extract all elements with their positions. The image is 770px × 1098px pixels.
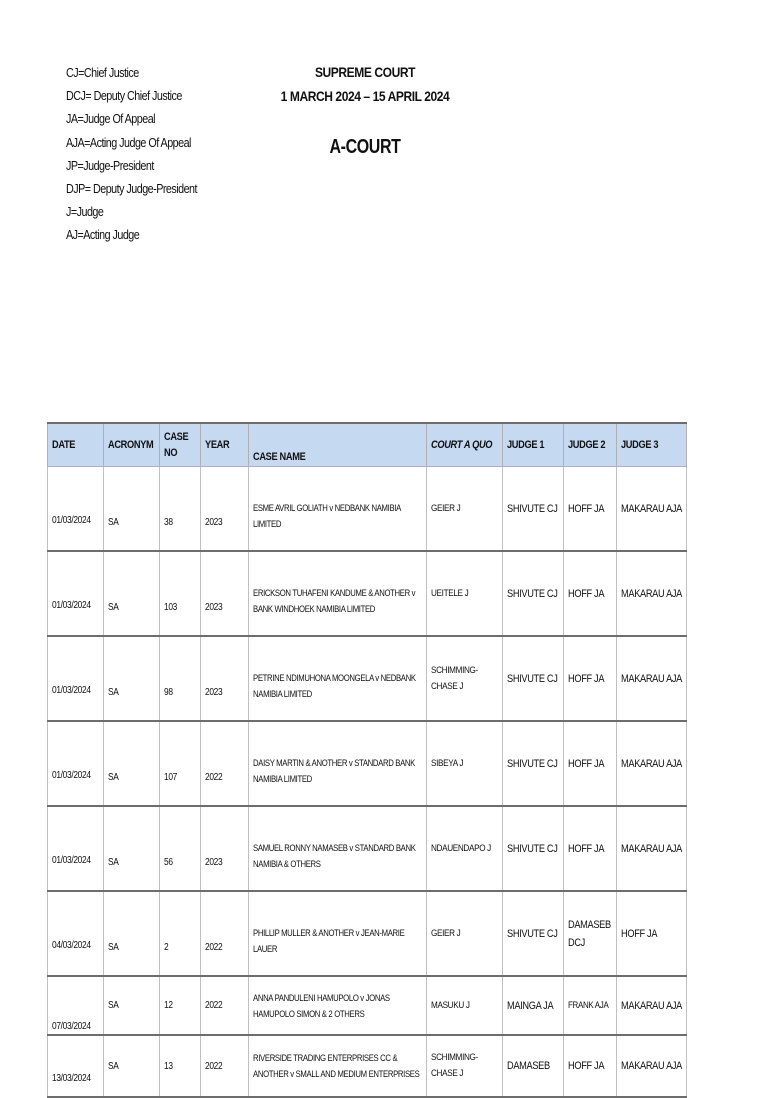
cell-year: 2023	[201, 636, 249, 721]
cell-judge2: HOFF JA	[564, 636, 617, 721]
cell-case-name: RIVERSIDE TRADING ENTERPRISES CC & ANOTHER v SMALL AND MEDIUM ENTERPRISES	[249, 1035, 427, 1097]
cell-case-name: PHILLIP MULLER & ANOTHER v JEAN-MARIE LAUER	[249, 891, 427, 976]
cell-judge1: SHIVUTE CJ	[503, 721, 564, 806]
cell-judge1: SHIVUTE CJ	[503, 636, 564, 721]
cell-judge2: HOFF JA	[564, 721, 617, 806]
cell-judge3: MAKARAU AJA	[617, 806, 687, 891]
cell-date: 01/03/2024	[48, 806, 104, 891]
cell-date: 01/03/2024	[48, 551, 104, 636]
cell-judge1: SHIVUTE CJ	[503, 806, 564, 891]
cell-court-a-quo: SCHIMMING-CHASE J	[427, 1035, 503, 1097]
court-title: SUPREME COURT	[314, 64, 416, 80]
schedule-table	[47, 422, 687, 1098]
legend-item: DCJ= Deputy Chief Justice	[66, 89, 182, 104]
cell-judge2: HOFF JA	[564, 1035, 617, 1097]
cell-case-no: 103	[160, 551, 201, 636]
cell-year: 2022	[201, 976, 249, 1035]
table-row	[48, 806, 687, 891]
cell-court-a-quo: GEIER J	[427, 891, 503, 976]
cell-acronym: SA	[104, 1035, 160, 1097]
col-header-acronym: ACRONYM	[104, 423, 160, 467]
cell-acronym: SA	[104, 891, 160, 976]
cell-acronym: SA	[104, 721, 160, 806]
cell-court-a-quo: NDAUENDAPO J	[427, 806, 503, 891]
table-row	[48, 891, 687, 976]
legend-item: J=Judge	[66, 205, 104, 220]
cell-case-no: 56	[160, 806, 201, 891]
col-header-judge1: JUDGE 1	[503, 423, 564, 467]
cell-court-a-quo: UEITELE J	[427, 551, 503, 636]
cell-year: 2023	[201, 551, 249, 636]
cell-judge3: MAKARAU AJA	[617, 1035, 687, 1097]
cell-year: 2022	[201, 721, 249, 806]
cell-case-no: 98	[160, 636, 201, 721]
table-header-row	[48, 423, 687, 467]
cell-case-no: 2	[160, 891, 201, 976]
cell-judge1: SHIVUTE CJ	[503, 891, 564, 976]
cell-judge2: DAMASEB DCJ	[564, 891, 617, 976]
table-row	[48, 976, 687, 1035]
cell-judge2: HOFF JA	[564, 467, 617, 552]
cell-date: 01/03/2024	[48, 636, 104, 721]
table-row	[48, 467, 687, 552]
table-row	[48, 636, 687, 721]
cell-acronym: SA	[104, 467, 160, 552]
cell-date: 01/03/2024	[48, 467, 104, 552]
cell-case-name: PETRINE NDIMUHONA MOONGELA v NEDBANK NAMIBIA LIMITED	[249, 636, 427, 721]
cell-year: 2023	[201, 467, 249, 552]
table-row	[48, 721, 687, 806]
cell-court-a-quo: GEIER J	[427, 467, 503, 552]
cell-judge3: MAKARAU AJA	[617, 636, 687, 721]
cell-judge1: MAINGA JA	[503, 976, 564, 1035]
cell-court-a-quo: SIBEYA J	[427, 721, 503, 806]
cell-acronym: SA	[104, 806, 160, 891]
legend-item: JP=Judge-President	[66, 158, 154, 173]
legend-item: AJA=Acting Judge Of Appeal	[66, 135, 191, 150]
cell-case-no: 38	[160, 467, 201, 552]
col-header-judge2: JUDGE 2	[564, 423, 617, 467]
cell-judge1: SHIVUTE CJ	[503, 551, 564, 636]
cell-year: 2023	[201, 806, 249, 891]
cell-acronym: SA	[104, 976, 160, 1035]
cell-year: 2022	[201, 1035, 249, 1097]
cell-case-name: DAISY MARTIN & ANOTHER v STANDARD BANK NAMIBIA LIMITED	[249, 721, 427, 806]
cell-case-name: ERICKSON TUHAFENI KANDUME & ANOTHER v BANK WINDHOEK NAMIBIA LIMITED	[249, 551, 427, 636]
table-row	[48, 1035, 687, 1097]
col-header-year: YEAR	[201, 423, 249, 467]
cell-judge2: FRANK AJA	[564, 976, 617, 1035]
table-row	[48, 551, 687, 636]
legend-item: AJ=Acting Judge	[66, 228, 140, 243]
cell-judge3: MAKARAU AJA	[617, 467, 687, 552]
legend-item: DJP= Deputy Judge-President	[66, 182, 197, 197]
cell-judge2: HOFF JA	[564, 551, 617, 636]
cell-case-no: 13	[160, 1035, 201, 1097]
cell-year: 2022	[201, 891, 249, 976]
cell-judge3: MAKARAU AJA	[617, 721, 687, 806]
col-header-case-name: CASE NAME	[249, 423, 427, 467]
abbreviation-legend	[66, 62, 197, 248]
col-header-date: DATE	[48, 423, 104, 467]
cell-date: 13/03/2024	[48, 1035, 104, 1097]
cell-court-a-quo: SCHIMMING-CHASE J	[427, 636, 503, 721]
cell-date: 04/03/2024	[48, 891, 104, 976]
cell-date: 01/03/2024	[48, 721, 104, 806]
cell-acronym: SA	[104, 551, 160, 636]
division-title: A-COURT	[329, 136, 401, 158]
cell-judge1: DAMASEB	[503, 1035, 564, 1097]
cell-case-no: 107	[160, 721, 201, 806]
cell-court-a-quo: MASUKU J	[427, 976, 503, 1035]
cell-case-no: 12	[160, 976, 201, 1035]
col-header-case-no: CASE NO	[160, 423, 201, 467]
cell-date: 07/03/2024	[48, 976, 104, 1035]
cell-judge2: HOFF JA	[564, 806, 617, 891]
cell-case-name: SAMUEL RONNY NAMASEB v STANDARD BANK NAMIBIA & OTHERS	[249, 806, 427, 891]
cell-case-name: ANNA PANDULENI HAMUPOLO v JONAS HAMUPOLO SIMON & 2 OTHERS	[249, 976, 427, 1035]
cell-judge3: MAKARAU AJA	[617, 551, 687, 636]
cell-case-name: ESME AVRIL GOLIATH v NEDBANK NAMIBIA LIMITED	[249, 467, 427, 552]
cell-acronym: SA	[104, 636, 160, 721]
legend-item: JA=Judge Of Appeal	[66, 112, 156, 127]
period-title: 1 MARCH 2024 – 15 APRIL 2024	[280, 88, 450, 104]
legend-item: CJ=Chief Justice	[66, 66, 139, 80]
cell-judge3: MAKARAU AJA	[617, 976, 687, 1035]
cell-judge3: HOFF JA	[617, 891, 687, 976]
col-header-court-a-quo: COURT A QUO	[427, 423, 503, 467]
col-header-judge3: JUDGE 3	[617, 423, 687, 467]
cell-judge1: SHIVUTE CJ	[503, 467, 564, 552]
